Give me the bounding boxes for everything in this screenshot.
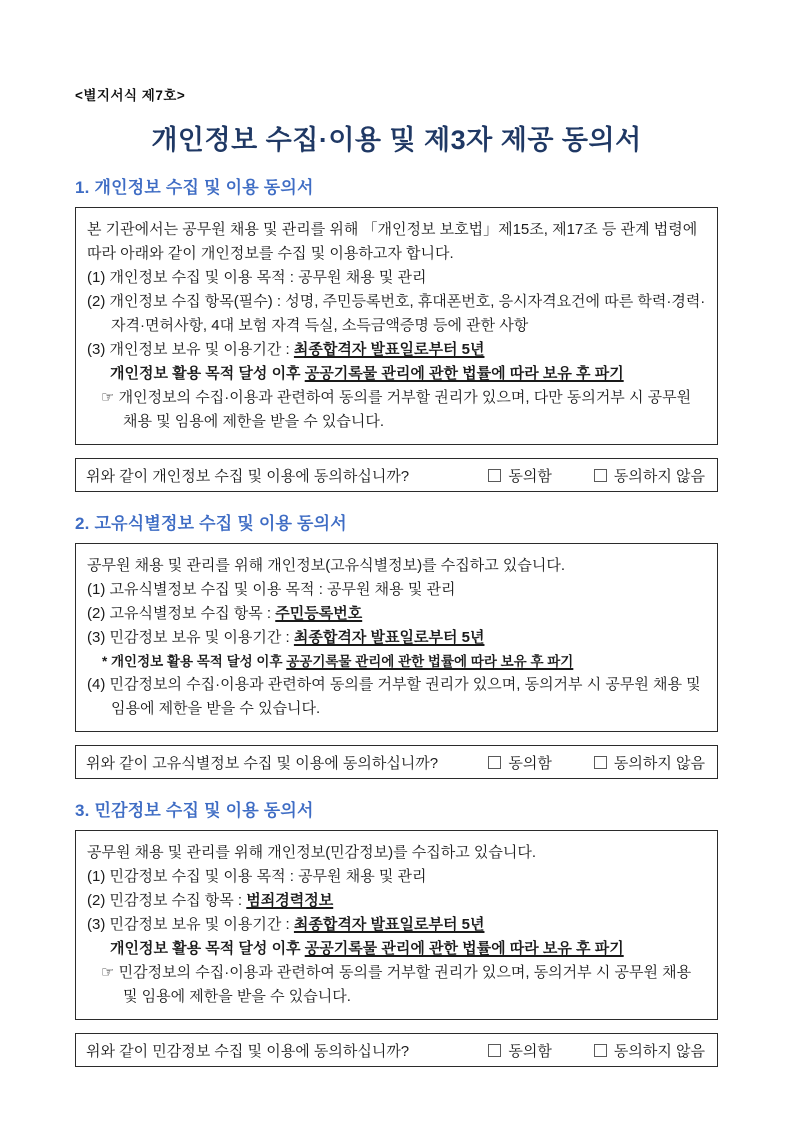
text-line: (2) 민감정보 수집 항목 : 범죄경력정보 bbox=[87, 892, 334, 909]
sensitive-info-consent-box bbox=[75, 830, 718, 1020]
text-line: (1) 개인정보 수집 및 이용 목적 : 공무원 채용 및 관리 bbox=[87, 269, 427, 286]
text-line: (3) 민감정보 보유 및 이용기간 : 최종합격자 발표일로부터 5년 bbox=[87, 629, 485, 646]
text-line: (2) 개인정보 수집 항목(필수) : 성명, 주민등록번호, 휴대폰번호, 응시자격요건에 따른 학력·경력·자격·면허사항, 4대 보험 자격 득실, 소득금액증명 등에 관한 사항 bbox=[87, 293, 706, 334]
disagree-checkbox-icon[interactable] bbox=[594, 756, 607, 769]
text-line: ☞ 개인정보의 수집·이용과 관련하여 동의를 거부할 권리가 있으며, 다만 동의거부 시 공무원 채용 및 임용에 제한을 받을 수 있습니다. bbox=[101, 389, 692, 430]
text-line: (3) 민감정보 보유 및 이용기간 : 최종합격자 발표일로부터 5년 bbox=[87, 916, 485, 933]
page-title: 개인정보 수집·이용 및 제3자 제공 동의서 bbox=[151, 125, 642, 155]
sensitive-info-consent-row bbox=[75, 1033, 718, 1067]
consent-question: 위와 같이 고유식별정보 수집 및 이용에 동의하십니까? bbox=[86, 754, 439, 772]
agree-label: 동의함 bbox=[508, 467, 552, 485]
section-heading-sensitive-info: 3. 민감정보 수집 및 이용 동의서 bbox=[75, 801, 314, 820]
section-heading-personal-info: 1. 개인정보 수집 및 이용 동의서 bbox=[75, 178, 314, 197]
agree-label: 동의함 bbox=[508, 1042, 552, 1060]
text-line: ☞ 민감정보의 수집·이용과 관련하여 동의를 거부할 권리가 있으며, 동의거부 시 공무원 채용 및 임용에 제한을 받을 수 있습니다. bbox=[101, 964, 692, 1005]
text-line: (3) 개인정보 보유 및 이용기간 : 최종합격자 발표일로부터 5년 bbox=[87, 341, 485, 358]
form-number-label: <별지서식 제7호> bbox=[75, 88, 186, 103]
text-line: (4) 민감정보의 수집·이용과 관련하여 동의를 거부할 권리가 있으며, 동의거부 시 공무원 채용 및 임용에 제한을 받을 수 있습니다. bbox=[87, 676, 701, 717]
consent-question: 위와 같이 민감정보 수집 및 이용에 동의하십니까? bbox=[86, 1042, 410, 1060]
unique-id-consent-box bbox=[75, 543, 718, 732]
disagree-option[interactable] bbox=[594, 465, 705, 486]
text-line: (2) 고유식별정보 수집 항목 : 주민등록번호 bbox=[87, 605, 363, 622]
text-line: 공무원 채용 및 관리를 위해 개인정보(고유식별정보)를 수집하고 있습니다. bbox=[87, 557, 566, 574]
agree-label: 동의함 bbox=[508, 754, 552, 772]
disagree-checkbox-icon[interactable] bbox=[594, 469, 607, 482]
personal-info-consent-row bbox=[75, 458, 718, 492]
text-line: (1) 고유식별정보 수집 및 이용 목적 : 공무원 채용 및 관리 bbox=[87, 581, 456, 598]
agree-option[interactable] bbox=[488, 465, 551, 486]
text-line: (1) 민감정보 수집 및 이용 목적 : 공무원 채용 및 관리 bbox=[87, 868, 427, 885]
consent-question: 위와 같이 개인정보 수집 및 이용에 동의하십니까? bbox=[86, 467, 410, 485]
agree-option[interactable] bbox=[488, 752, 551, 773]
unique-id-consent-row bbox=[75, 745, 718, 779]
text-line: 개인정보 활용 목적 달성 이후 공공기록물 관리에 관한 법률에 따라 보유 후 파기 bbox=[110, 365, 624, 382]
personal-info-consent-box bbox=[75, 207, 718, 445]
agree-checkbox-icon[interactable] bbox=[488, 469, 501, 482]
agree-checkbox-icon[interactable] bbox=[488, 756, 501, 769]
disagree-checkbox-icon[interactable] bbox=[594, 1044, 607, 1057]
section-heading-unique-id-info: 2. 고유식별정보 수집 및 이용 동의서 bbox=[75, 514, 347, 533]
disagree-label: 동의하지 않음 bbox=[613, 467, 705, 485]
text-line: 본 기관에서는 공무원 채용 및 관리를 위해 「개인정보 보호법」제15조, 제17조 등 관계 법령에 따라 아래와 같이 개인정보를 수집 및 이용하고자 합니다. bbox=[87, 221, 698, 262]
text-line: 공무원 채용 및 관리를 위해 개인정보(민감정보)를 수집하고 있습니다. bbox=[87, 844, 537, 861]
text-line: 개인정보 활용 목적 달성 이후 공공기록물 관리에 관한 법률에 따라 보유 후 파기 bbox=[110, 940, 624, 957]
text-line: * 개인정보 활용 목적 달성 이후 공공기록물 관리에 관한 법률에 따라 보유 후 파기 bbox=[102, 654, 574, 669]
disagree-label: 동의하지 않음 bbox=[613, 1042, 705, 1060]
disagree-option[interactable] bbox=[594, 752, 705, 773]
agree-checkbox-icon[interactable] bbox=[488, 1044, 501, 1057]
disagree-option[interactable] bbox=[594, 1040, 705, 1061]
agree-option[interactable] bbox=[488, 1040, 551, 1061]
disagree-label: 동의하지 않음 bbox=[613, 754, 705, 772]
